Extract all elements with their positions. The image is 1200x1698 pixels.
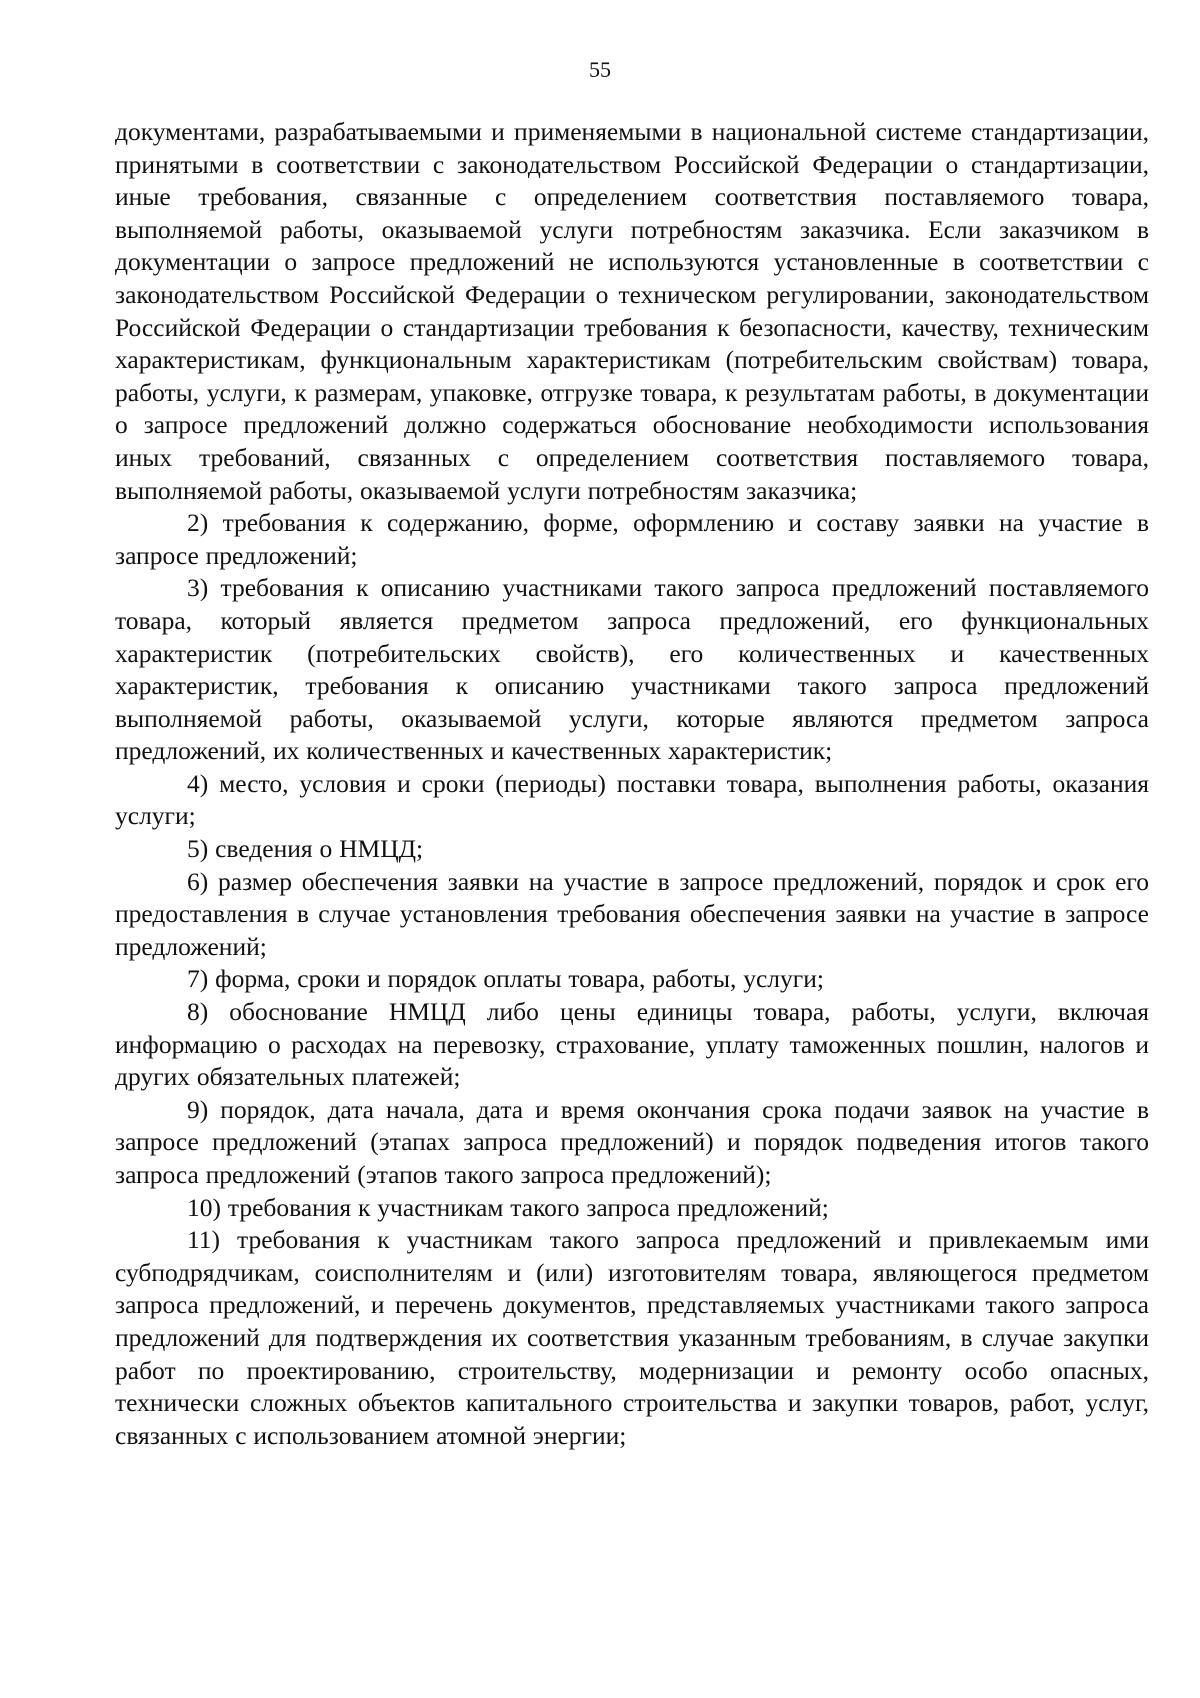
list-item-2: 2) требования к содержанию, форме, оформлению и составу заявки на участие в запросе предложений; (115, 508, 1149, 570)
document-body (115, 116, 1149, 1452)
list-item-5: 5) сведения о НМЦД; (187, 834, 424, 864)
list-item-3: 3) требования к описанию участниками такого запроса предложений поставляемого товара, который является предметом запроса предложений, его функциональных характеристик (потребительских свойств), его количественных и качественных характеристик, требования к описанию участниками такого запроса предложений выполняемой работы, оказываемой услуги, которые являются предметом запроса предложений, их количественных и качественных характеристик; (115, 573, 1149, 766)
list-item-6: 6) размер обеспечения заявки на участие в запросе предложений, порядок и срок его предоставления в случае установления требования обеспечения заявки на участие в запросе предложений; (115, 866, 1149, 961)
paragraph-continuation: документами, разрабатываемыми и применяемыми в национальной системе стандартизации, принятыми в соответствии с законодательством Российской Федерации о стандартизации, иные требования, связанные с определением соответствия поставляемого товара, выполняемой работы, оказываемой услуги потребностям заказчика. Если заказчиком в документации о запросе предложений не используются установленные в соответствии с законодательством Российской Федерации о техническом регулировании, законодательством Российской Федерации о стандартизации требования к безопасности, качеству, техническим характеристикам, функциональным характеристикам (потребительским свойствам) товара, работы, услуги, к размерам, упаковке, отгрузке товара, к результатам работы, в документации о запросе предложений должно содержаться обоснование необходимости использования иных требований, связанных с определением соответствия поставляемого товара, выполняемой работы, оказываемой услуги потребностям заказчика; (115, 117, 1149, 505)
list-item-7: 7) форма, сроки и порядок оплаты товара, работы, услуги; (187, 964, 824, 994)
list-item-10: 10) требования к участникам такого запроса предложений; (187, 1192, 829, 1222)
list-item-9: 9) порядок, дата начала, дата и время окончания срока подачи заявок на участие в запросе предложений (этапах запроса предложений) и порядок подведения итогов такого запроса предложений (этапов такого запроса предложений); (115, 1094, 1149, 1189)
page-number: 55 (589, 57, 611, 82)
list-item-8: 8) обоснование НМЦД либо цены единицы товара, работы, услуги, включая информацию о расходах на перевозку, страхование, уплату таможенных пошлин, налогов и других обязательных платежей; (115, 997, 1149, 1092)
list-item-4: 4) место, условия и сроки (периоды) поставки товара, выполнения работы, оказания услуги; (115, 768, 1149, 831)
list-item-11: 11) требования к участникам такого запроса предложений и привлекаемым ими субподрядчикам, соисполнителям и (или) изготовителям товара, являющегося предметом запроса предложений, и перечень документов, представляемых участниками такого запроса предложений для подтверждения их соответствия указанным требованиям, в случае закупки работ по проектированию, строительству, модернизации и ремонту особо опасных, технически сложных объектов капитального строительства и закупки товаров, работ, услуг, связанных с использованием атомной энергии; (115, 1225, 1149, 1450)
